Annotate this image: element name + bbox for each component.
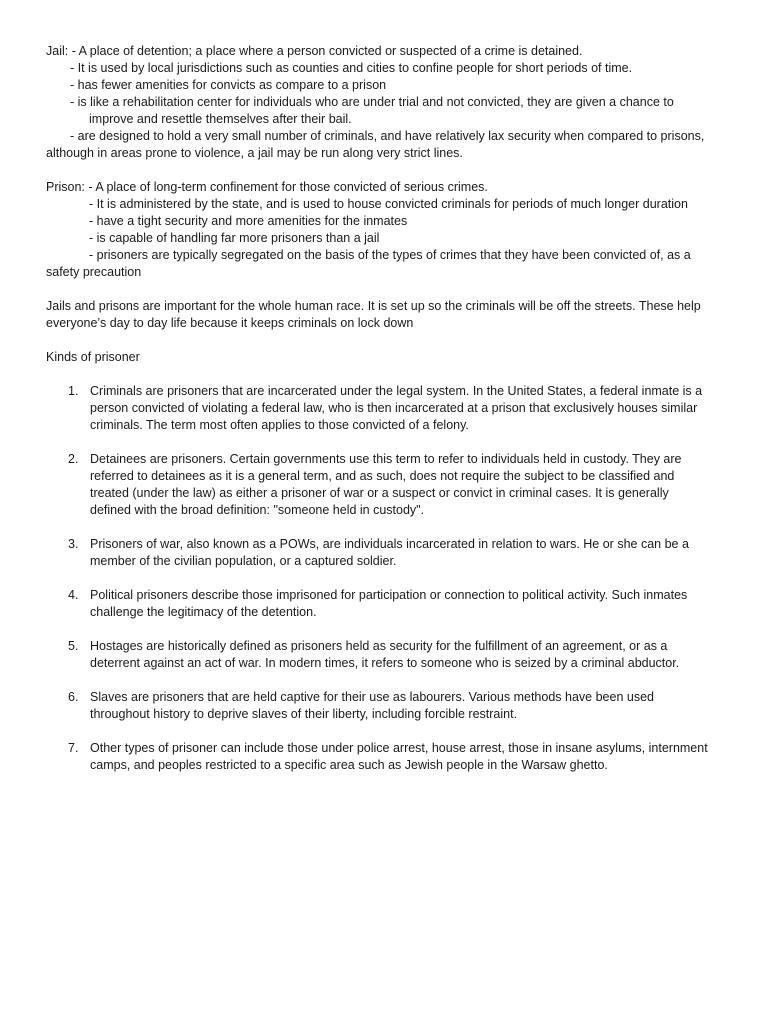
list-item-text: member of the civilian population, or a captured soldier. [90, 554, 397, 568]
list-item-text: criminals. The term most often applies to those convicted of a felony. [90, 418, 469, 432]
jail-definition: Jail: - A place of detention; a place where a person convicted or suspected of a crime is detained. [46, 44, 583, 58]
list-item-text: referred to detainees as it is a general term, and as such, does not require the subject to be classified and [90, 469, 675, 483]
prison-point-state: - It is administered by the state, and is used to house convicted criminals for periods of much longer duration [89, 197, 688, 211]
list-item [46, 536, 722, 570]
importance-line-1: Jails and prisons are important for the whole human race. It is set up so the criminals will be off the streets. These help [46, 299, 701, 313]
jail-point-amenities: - has fewer amenities for convicts as compare to a prison [70, 78, 387, 92]
list-item-text: challenge the legitimacy of the detention. [90, 605, 317, 619]
list-item-text: Political prisoners describe those imprisoned for participation or connection to political activity. Such inmates [90, 588, 688, 602]
list-item-text: person convicted of violating a federal law, who is then incarcerated at a prison that exclusively houses similar [90, 401, 698, 415]
list-item-text: Other types of prisoner can include those under police arrest, house arrest, those in insane asylums, internment [90, 741, 708, 755]
list-item [46, 740, 722, 774]
list-item [46, 689, 722, 723]
prison-point-segregated-cont: safety precaution [46, 265, 142, 279]
prison-section [46, 179, 722, 281]
list-item-number: 5. [68, 639, 79, 653]
jail-point-rehab-cont: improve and resettle themselves after their bail. [89, 112, 352, 126]
list-item-text: treated (under the law) as either a prisoner of war or a suspect or convict in criminal cases. It is generally [90, 486, 669, 500]
list-item-text: throughout history to deprive slaves of their liberty, including forcible restraint. [90, 707, 518, 721]
prison-point-segregated: - prisoners are typically segregated on the basis of the types of crimes that they have been convicted of, as a [89, 248, 691, 262]
list-item [46, 383, 722, 434]
jail-point-small-cont: although in areas prone to violence, a jail may be run along very strict lines. [46, 146, 463, 160]
list-item-text: camps, and peoples restricted to a specific area such as Jewish people in the Warsaw ghetto. [90, 758, 608, 772]
jail-point-small: - are designed to hold a very small number of criminals, and have relatively lax security when compared to prisons, [70, 129, 705, 143]
list-item-text: defined with the broad definition: "someone held in custody". [90, 503, 425, 517]
list-item-number: 4. [68, 588, 79, 602]
list-item-text: Prisoners of war, also known as a POWs, are individuals incarcerated in relation to wars. He or she can be a [90, 537, 689, 551]
list-item-text: deterrent against an act of war. In modern times, it refers to someone who is seized by a criminal abductor. [90, 656, 680, 670]
importance-paragraph [46, 298, 722, 332]
list-item-text: Slaves are prisoners that are held captive for their use as labourers. Various methods have been used [90, 690, 654, 704]
jail-point-local: - It is used by local jurisdictions such as counties and cities to confine people for short periods of time. [70, 61, 633, 75]
jail-point-rehab: - is like a rehabilitation center for individuals who are under trial and not convicted, they are given a chance to [70, 95, 674, 109]
list-item-number: 3. [68, 537, 79, 551]
list-item-number: 2. [68, 452, 79, 466]
list-item-number: 1. [68, 384, 79, 398]
list-item-text: Criminals are prisoners that are incarcerated under the legal system. In the United States, a federal inmate is a [90, 384, 703, 398]
list-item [46, 638, 722, 672]
importance-line-2: everyone’s day to day life because it keeps criminals on lock down [46, 316, 414, 330]
list-item-text: Hostages are historically defined as prisoners held as security for the fulfillment of an agreement, or as a [90, 639, 668, 653]
list-item-text: Detainees are prisoners. Certain governments use this term to refer to individuals held in custody. They are [90, 452, 682, 466]
jail-section [46, 43, 722, 162]
prison-definition: Prison: - A place of long-term confinement for those convicted of serious crimes. [46, 180, 488, 194]
list-item [46, 587, 722, 621]
list-item-number: 7. [68, 741, 79, 755]
list-item-number: 6. [68, 690, 79, 704]
kinds-heading: Kinds of prisoner [46, 350, 140, 364]
list-item [46, 451, 722, 519]
prison-point-security: - have a tight security and more amenities for the inmates [89, 214, 408, 228]
kinds-list [46, 383, 722, 774]
prison-point-capacity: - is capable of handling far more prisoners than a jail [89, 231, 380, 245]
